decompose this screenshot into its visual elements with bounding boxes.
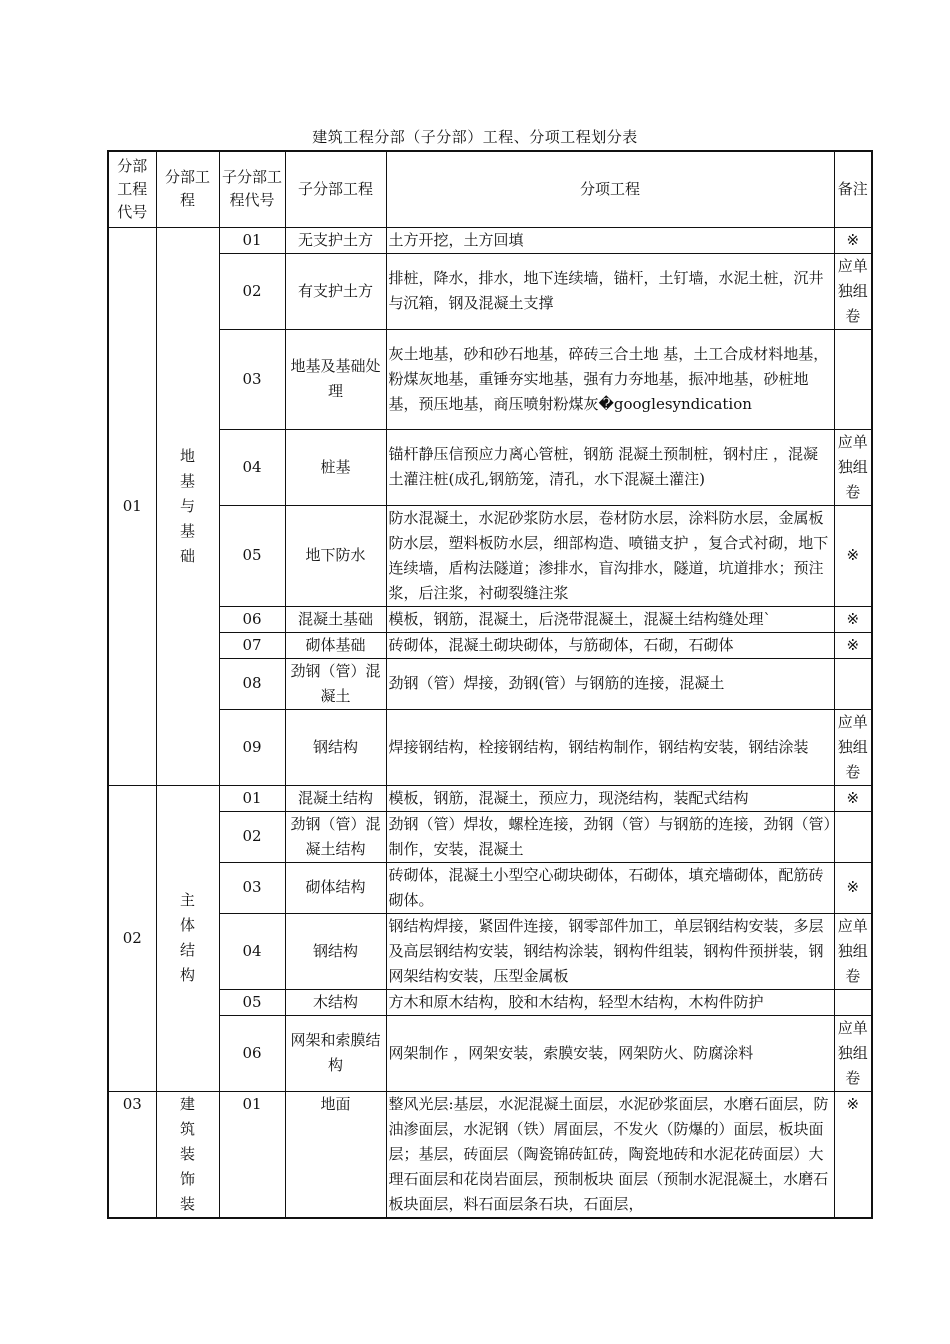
subdivision-name: 有支护土方 [285,253,386,329]
subdivision-code: 09 [219,709,285,785]
subdivision-name: 桩基 [285,429,386,505]
subdivision-name: 混凝土基础 [285,606,386,632]
subdivision-name: 钢结构 [285,913,386,989]
table-row [108,989,872,1015]
item-list: 砖砌体，混凝土小型空心砌块砌体，石砌体，填充墙砌体，配筋砖砌体。 [386,862,834,913]
item-list: 土方开挖，土方回填 [386,227,834,253]
subdivision-name: 钢结构 [285,709,386,785]
subdivision-name: 砌体基础 [285,632,386,658]
subdivision-code: 05 [219,989,285,1015]
table-row [108,505,872,606]
subdivision-name: 地基及基础处理 [285,329,386,429]
subdivision-code: 01 [219,1091,285,1218]
table-row [108,227,872,253]
remark: ※ [834,1091,872,1218]
subdivision-code: 07 [219,632,285,658]
item-list: 锚杆静压信预应力离心管桩，钢筋 混凝土预制桩，钢村庄 ，混凝土灌注桩(成孔,钢筋笼，清孔，水下混凝土灌注) [386,429,834,505]
subdivision-code: 01 [219,785,285,811]
table-row [108,1091,872,1218]
subdivision-name: 地面 [285,1091,386,1218]
remark: 应单独组卷 [834,253,872,329]
subdivision-name: 劲钢（管）混凝土 [285,658,386,709]
item-list: 砖砌体，混凝土砌块砌体，与筋砌体，石砌，石砌体 [386,632,834,658]
remark: ※ [834,785,872,811]
remark: ※ [834,227,872,253]
header-division-code: 分部工程代号 [108,151,156,227]
subdivision-code: 03 [219,329,285,429]
remark: ※ [834,862,872,913]
remark [834,658,872,709]
table-row [108,429,872,505]
remark: ※ [834,632,872,658]
item-list: 排桩，降水，排水，地下连续墙，锚杆，土钉墙，水泥土桩，沉井与沉箱，钢及混凝土支撑 [386,253,834,329]
item-list: 灰土地基，砂和砂石地基，碎砖三合土地 基，土工合成材料地基，粉煤灰地基，重锤夯实地基，强有力夯地基，振冲地基，砂桩地基，预压地基，商压喷射粉煤灰�googlesyndication [386,329,834,429]
subdivision-name: 砌体结构 [285,862,386,913]
subdivision-code: 05 [219,505,285,606]
table-row [108,329,872,429]
division-name: 建筑装饰装 [156,1091,219,1218]
subdivision-code: 01 [219,227,285,253]
item-list: 模板，钢筋，混凝土，预应力，现浇结构，装配式结构 [386,785,834,811]
subdivision-name: 无支护土方 [285,227,386,253]
item-list: 焊接钢结构，栓接钢结构，钢结构制作，钢结构安装，钢结涂装 [386,709,834,785]
table-row [108,862,872,913]
remark [834,329,872,429]
subdivision-code: 02 [219,253,285,329]
header-subdivision-code: 子分部工程代号 [219,151,285,227]
subdivision-code: 08 [219,658,285,709]
item-list: 模板，钢筋，混凝土，后浇带混凝土，混凝土结构缝处理` [386,606,834,632]
remark: 应单独组卷 [834,913,872,989]
division-table [107,150,873,1219]
subdivision-code: 04 [219,429,285,505]
table-row [108,785,872,811]
item-list: 劲钢（管）焊接，劲钢(管）与钢筋的连接，混凝土 [386,658,834,709]
subdivision-name: 网架和索膜结构 [285,1015,386,1091]
header-row [108,151,872,227]
table-row [108,632,872,658]
document-title: 建筑工程分部（子分部）工程、分项工程划分表 [312,128,638,146]
subdivision-code: 04 [219,913,285,989]
header-division-name: 分部工程 [156,151,219,227]
division-code: 03 [108,1091,156,1218]
remark: 应单独组卷 [834,429,872,505]
subdivision-code: 06 [219,1015,285,1091]
subdivision-name: 木结构 [285,989,386,1015]
table-row [108,253,872,329]
division-name: 地基与基础 [156,227,219,785]
item-list: 方木和原木结构，胶和木结构，轻型木结构，木构件防护 [386,989,834,1015]
remark: ※ [834,606,872,632]
remark [834,811,872,862]
subdivision-code: 06 [219,606,285,632]
remark [834,989,872,1015]
header-remark: 备注 [834,151,872,227]
header-items: 分项工程 [386,151,834,227]
subdivision-name: 地下防水 [285,505,386,606]
division-name: 主体结构 [156,785,219,1091]
subdivision-name: 劲钢（管）混凝土结构 [285,811,386,862]
table-row [108,1015,872,1091]
subdivision-code: 03 [219,862,285,913]
division-code: 02 [108,785,156,1091]
subdivision-code: 02 [219,811,285,862]
table-row [108,913,872,989]
table-row [108,709,872,785]
item-list: 钢结构焊接，紧固件连接，钢零部件加工，单层钢结构安装，多层及高层钢结构安装，钢结构涂装，钢构件组装，钢构件预拼装，钢网架结构安装，压型金属板 [386,913,834,989]
item-list: 整风光层:基层，水泥混凝土面层，水泥砂浆面层，水磨石面层，防油渗面层，水泥钢（铁）屑面层，不发火（防爆的）面层，板块面层；基层，砖面层（陶瓷锦砖缸砖，陶瓷地砖和水泥花砖面层）大理石面层和花岗岩面层，预制板块 面层（预制水泥混凝土，水磨石板块面层，料石面层条石块，石面层， [386,1091,834,1218]
table-row [108,606,872,632]
table-row [108,658,872,709]
remark: ※ [834,505,872,606]
item-list: 网架制作 ，网架安装，索膜安装，网架防火、防腐涂料 [386,1015,834,1091]
table-row [108,811,872,862]
subdivision-name: 混凝土结构 [285,785,386,811]
division-code: 01 [108,227,156,785]
item-list: 防水混凝土，水泥砂浆防水层，卷材防水层，涂料防水层，金属板防水层，塑料板防水层，细部构造、喷锚支护 ，复合式衬砌，地下连续墙，盾构法隧道；渗排水，盲沟排水，隧道，坑道排水；预注浆，后注浆，衬砌裂缝注浆 [386,505,834,606]
item-list: 劲钢（管）焊妆，螺栓连接，劲钢（管）与钢筋的连接，劲钢（管）制作，安装，混凝土 [386,811,834,862]
remark: 应单独组卷 [834,709,872,785]
header-subdivision-name: 子分部工程 [285,151,386,227]
remark: 应单独组卷 [834,1015,872,1091]
